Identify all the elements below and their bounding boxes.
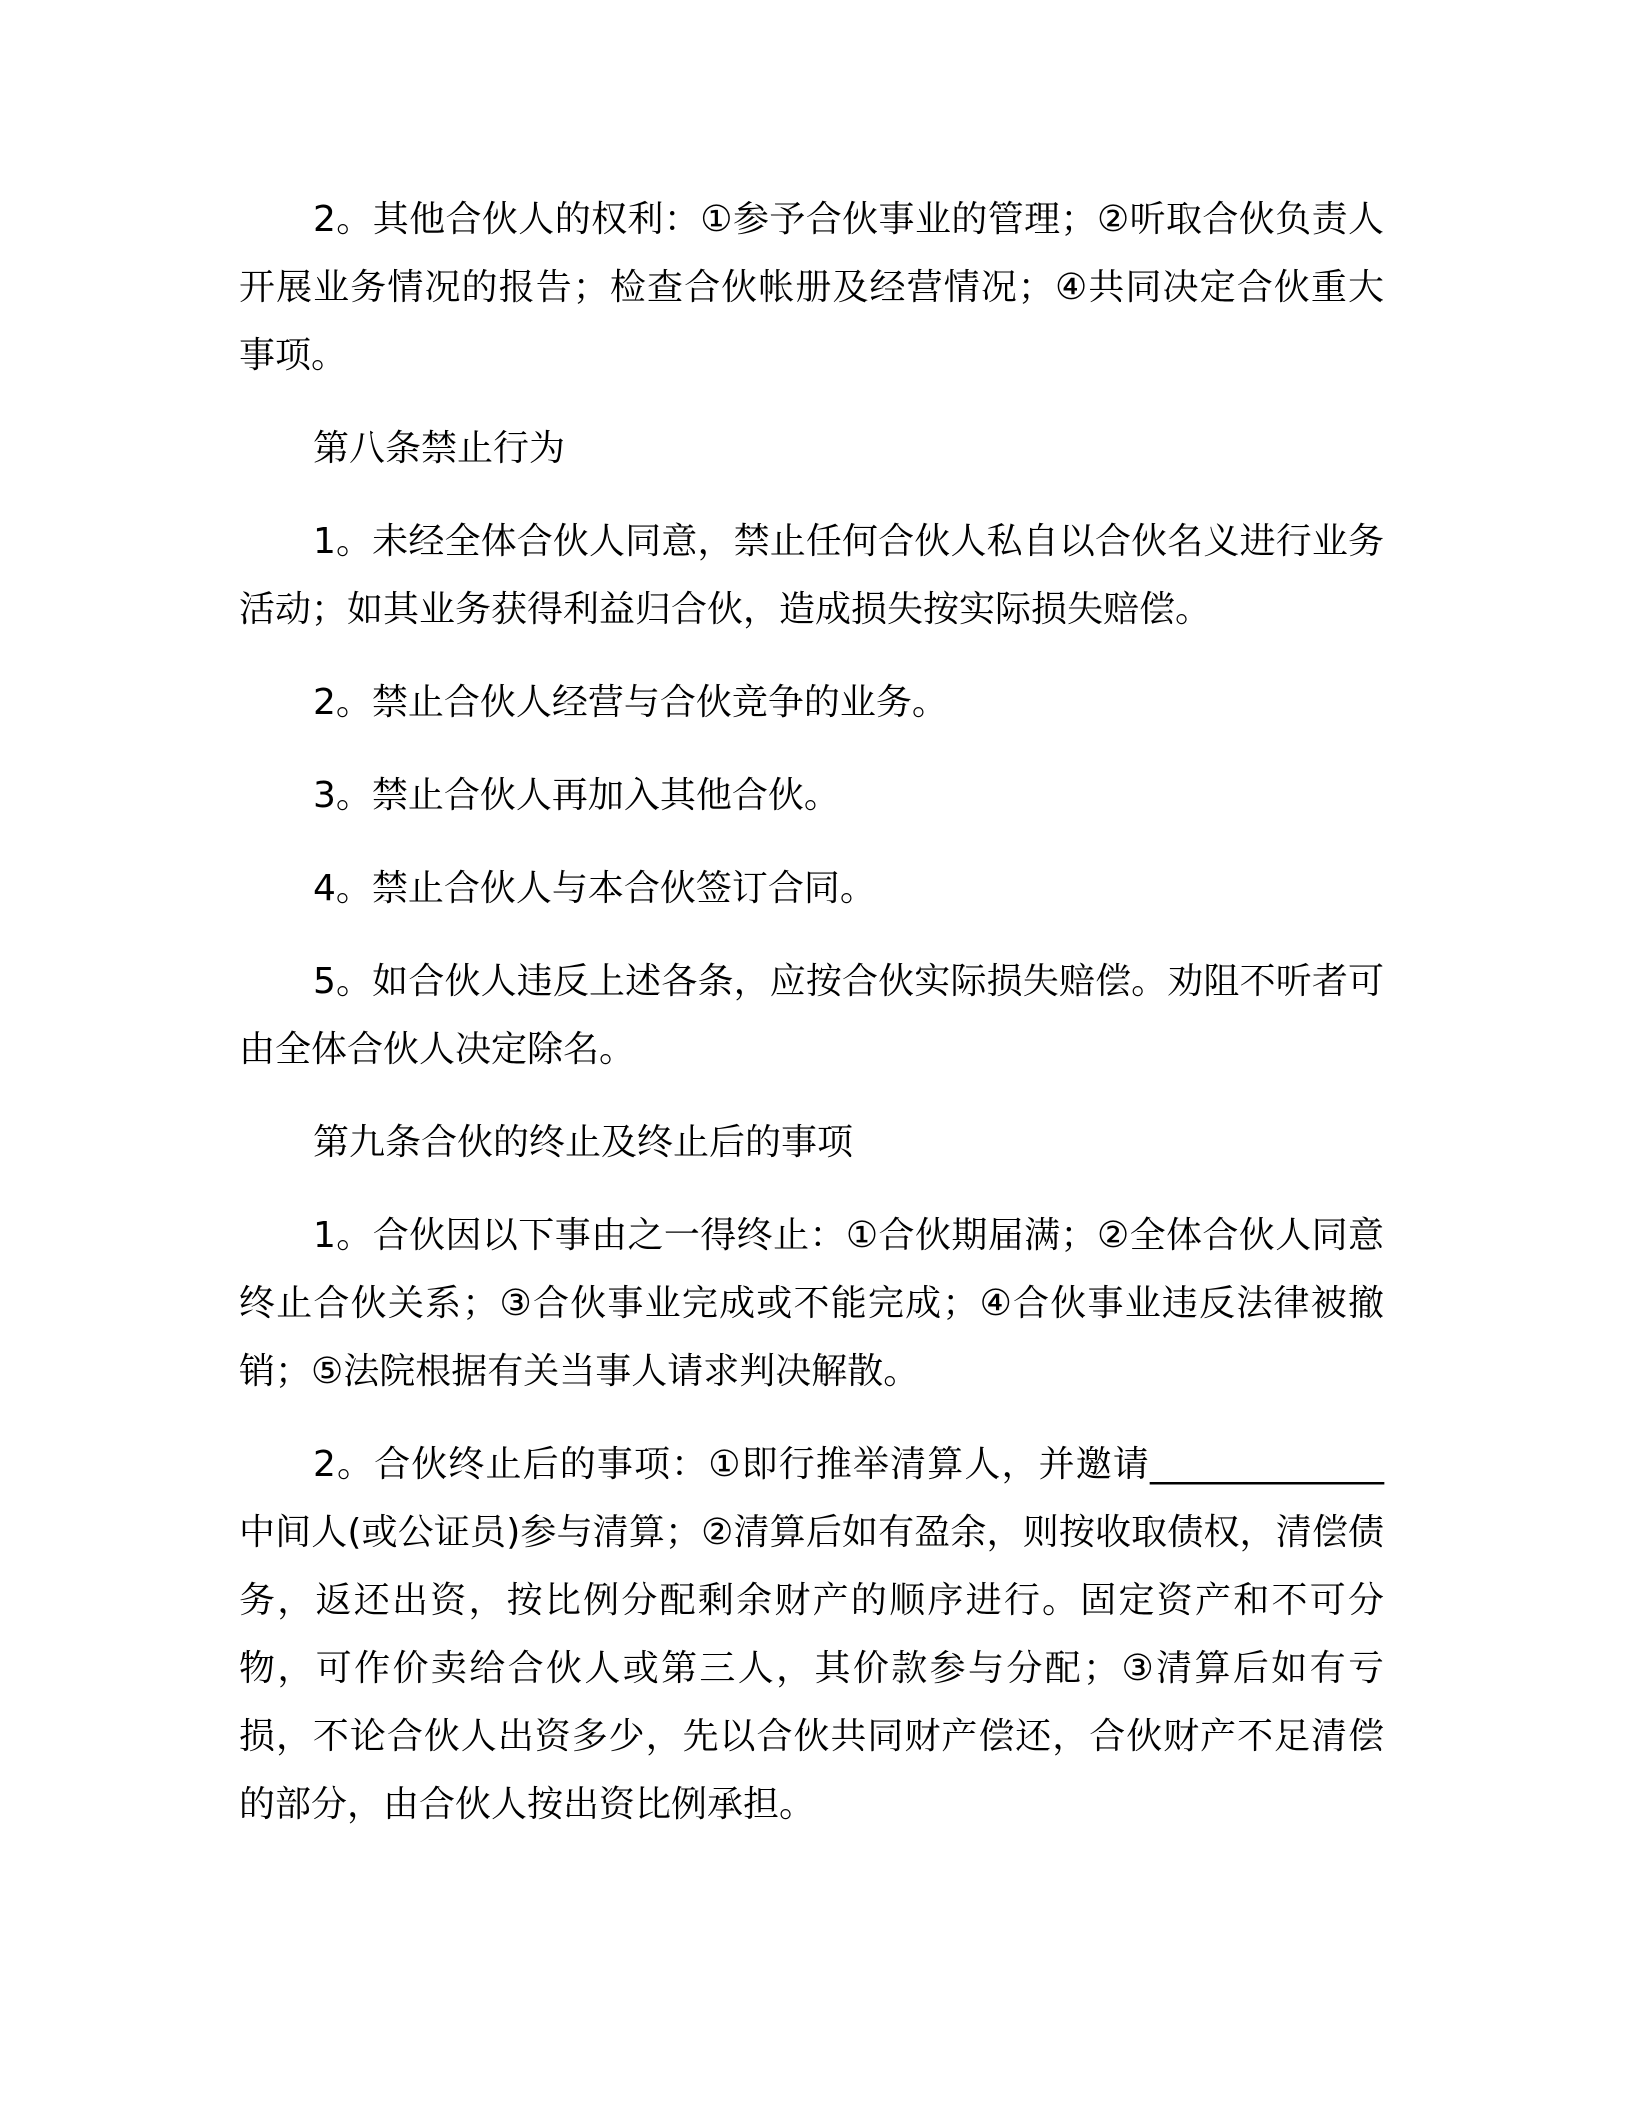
article-8-item-4: 4。禁止合伙人与本合伙签订合同。 bbox=[313, 868, 876, 909]
clause-7-item-2: 2。其他合伙人的权利：①参予合伙事业的管理；②听取合伙负责人开展业务情况的报告；检查合伙帐册及经营情况；④共同决定合伙重大事项。 bbox=[239, 199, 1384, 376]
article-9-item-2: 2。合伙终止后的事项：①即行推举清算人，并邀请_____________中间人(或公证员)参与清算；②清算后如有盈余，则按收取债权，清偿债务，返还出资，按比例分配剩余财产的顺序进行。固定资产和不可分物，可作价卖给合伙人或第三人，其价款参与分配；③清算后如有亏损，不论合伙人出资多少，先以合伙共同财产偿还，合伙财产不足清偿的部分，由合伙人按出资比例承担。 bbox=[239, 1444, 1384, 1825]
document-body bbox=[239, 186, 1384, 1864]
article-8-item-3: 3。禁止合伙人再加入其他合伙。 bbox=[313, 775, 840, 816]
article-9-title: 第九条合伙的终止及终止后的事项 bbox=[313, 1122, 854, 1163]
article-8-item-2: 2。禁止合伙人经营与合伙竞争的业务。 bbox=[313, 682, 948, 723]
article-8-item-1: 1。未经全体合伙人同意，禁止任何合伙人私自以合伙名义进行业务活动；如其业务获得利益归合伙，造成损失按实际损失赔偿。 bbox=[239, 521, 1384, 630]
article-8-item-5: 5。如合伙人违反上述各条，应按合伙实际损失赔偿。劝阻不听者可由全体合伙人决定除名。 bbox=[239, 961, 1384, 1070]
article-8-title: 第八条禁止行为 bbox=[313, 428, 566, 469]
article-9-item-1: 1。合伙因以下事由之一得终止：①合伙期届满；②全体合伙人同意终止合伙关系；③合伙事业完成或不能完成；④合伙事业违反法律被撤销；⑤法院根据有关当事人请求判决解散。 bbox=[239, 1215, 1384, 1392]
